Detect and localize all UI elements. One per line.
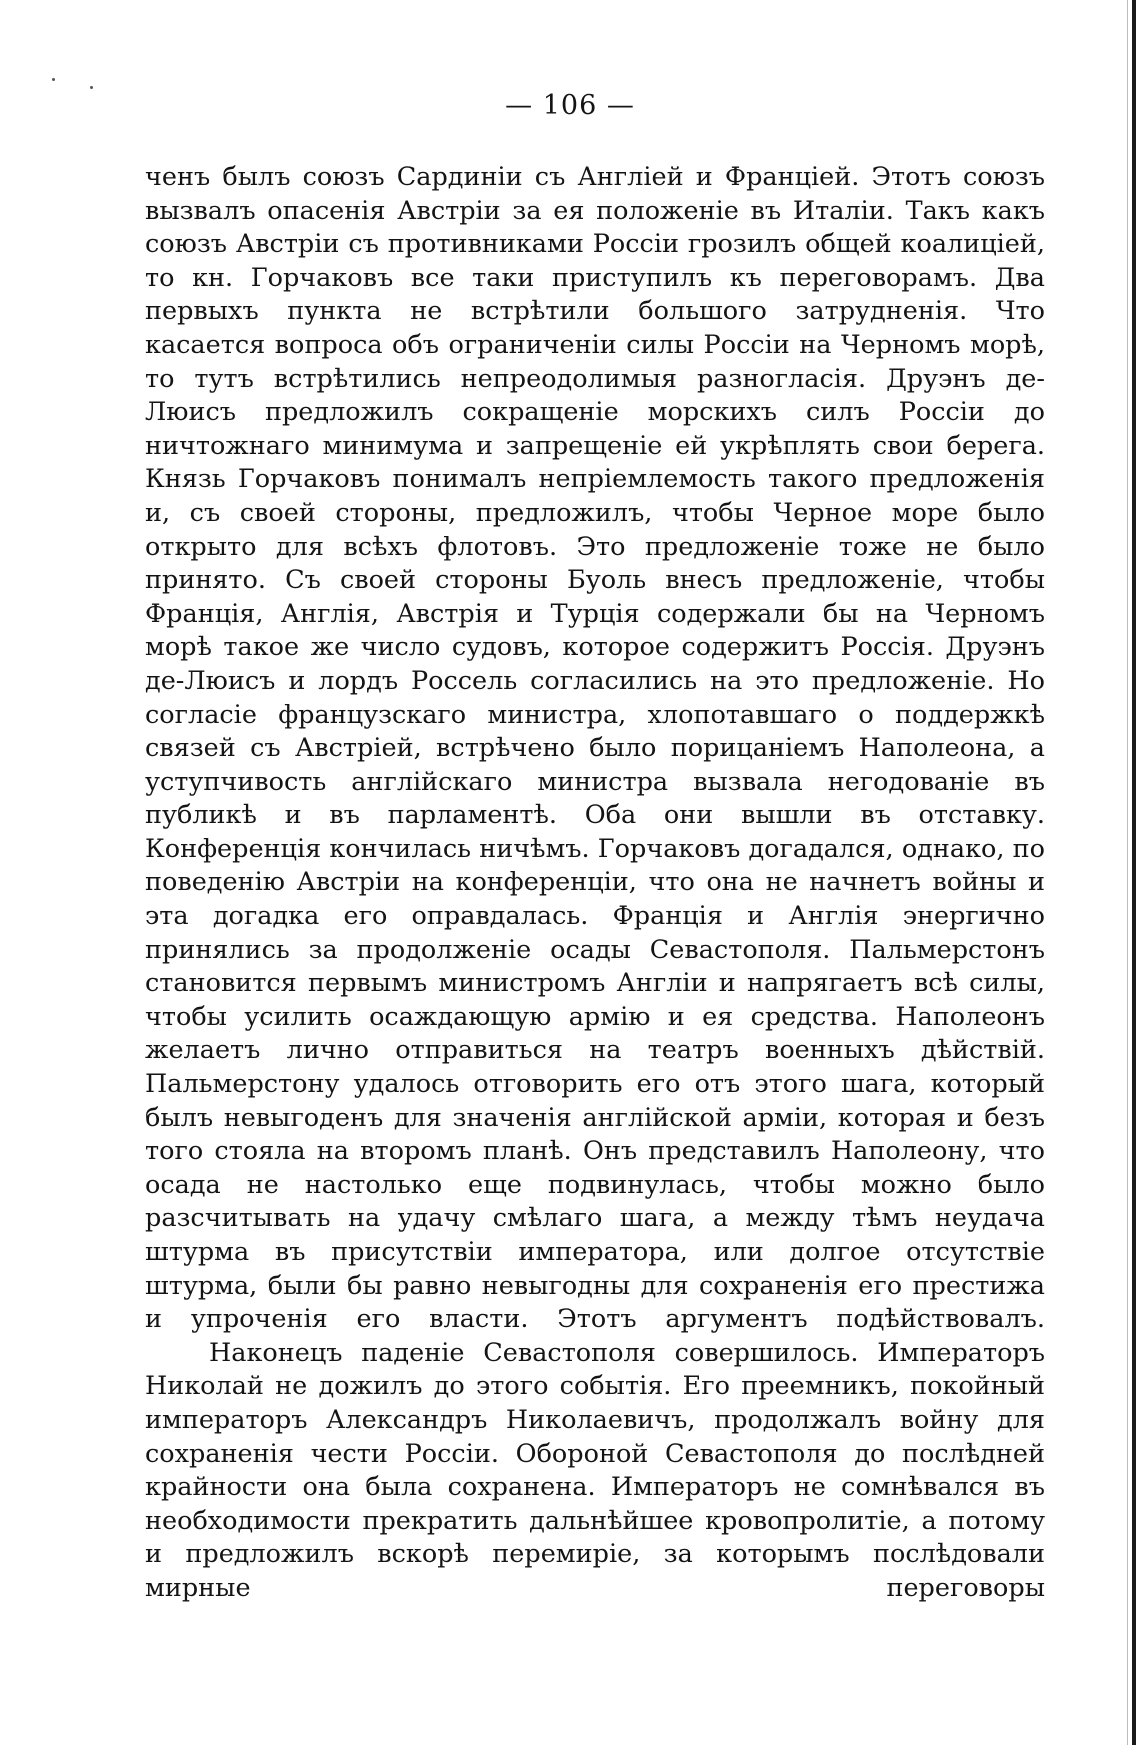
paragraph-continued: ченъ былъ союзъ Сардиніи съ Англіей и Франціей. Этотъ союзъ вызвалъ опасенія Австріи за ея положеніе въ Италіи. Такъ какъ союзъ Австріи съ противниками Россіи грозилъ общей коалиціей, то кн. Горчаковъ все таки приступилъ къ переговорамъ. Два первыхъ пункта не встрѣтили большого затрудненія. Что касается вопроса объ ограниченіи силы Россіи на Черномъ морѣ, то тутъ встрѣтились непреодолимыя разногласія. Друэнъ де-Люисъ предложилъ сокращеніе морскихъ силъ Россіи до ничтожнаго минимума и запрещеніе ей укрѣплять свои берега. Князь Горчаковъ понималъ непріемлемость такого предложенія и, съ своей стороны, предложилъ, чтобы Черное море было открыто для всѣхъ флотовъ. Это предложеніе тоже не было принято. Съ своей стороны Буоль внесъ предложеніе, чтобы Франція, Англія, Австрія и Турція содержали бы на Черномъ морѣ такое же число судовъ, которое содержитъ Россія. Друэнъ де-Люисъ и лордъ Россель согласились на это предложеніе. Но согласіе французскаго министра, хлопотавшаго о поддержкѣ связей съ Австріей, встрѣчено было порицаніемъ Наполеона, а уступчивость англійскаго министра вызвала негодованіе въ публикѣ и въ парламентѣ. Оба они вышли въ отставку. Конференція кончилась ничѣмъ. Горчаковъ догадался, однако, по поведенію Австріи на конференціи, что она не начнетъ войны и эта догадка его оправдалась. Франція и Англія энергично принялись за продолженіе осады Севастополя. Пальмерстонъ становится первымъ министромъ Англіи и напрягаетъ всѣ силы, чтобы усилить осаждающую армію и ея средства. Наполеонъ желаетъ лично отправиться на театръ военныхъ дѣйствій. Пальмерстону удалось отговорить его отъ этого шага, который былъ невыгоденъ для значенія англійской арміи, которая и безъ того стояла на второмъ планѣ. Онъ представилъ Наполеону, что осада не настолько еще подвинулась, чтобы можно было разсчитывать на удачу смѣлаго шага, а между тѣмъ неудача штурма въ присутствіи императора, или долгое отсутствіе штурма, были бы равно невыгодны для сохраненія его престижа и упроченія его власти. Этотъ аргументъ подѣйствовалъ. xyxy=(145,162,1045,1335)
page-edge-scan-line xyxy=(1132,0,1136,1745)
paragraph-new: Наконецъ паденіе Севастополя совершилось. Императоръ Николай не дожилъ до этого событія. Его преемникъ, покойный императоръ Александръ Николаевичъ, продолжалъ войну для сохраненія чести Россіи. Обороной Севастополя до послѣдней крайности она была сохранена. Императоръ не сомнѣвался въ необходимости прекратить дальнѣйшее кровопролитіе, а потому и предложилъ вскорѣ перемиріе, за которымъ послѣдовали мирные переговоры xyxy=(145,1337,1045,1603)
scan-speck xyxy=(90,86,93,89)
page-edge-shadow xyxy=(1127,0,1128,1745)
page-number: — 106 — xyxy=(505,90,635,121)
scan-speck xyxy=(52,78,55,81)
body-text xyxy=(145,161,1045,1606)
